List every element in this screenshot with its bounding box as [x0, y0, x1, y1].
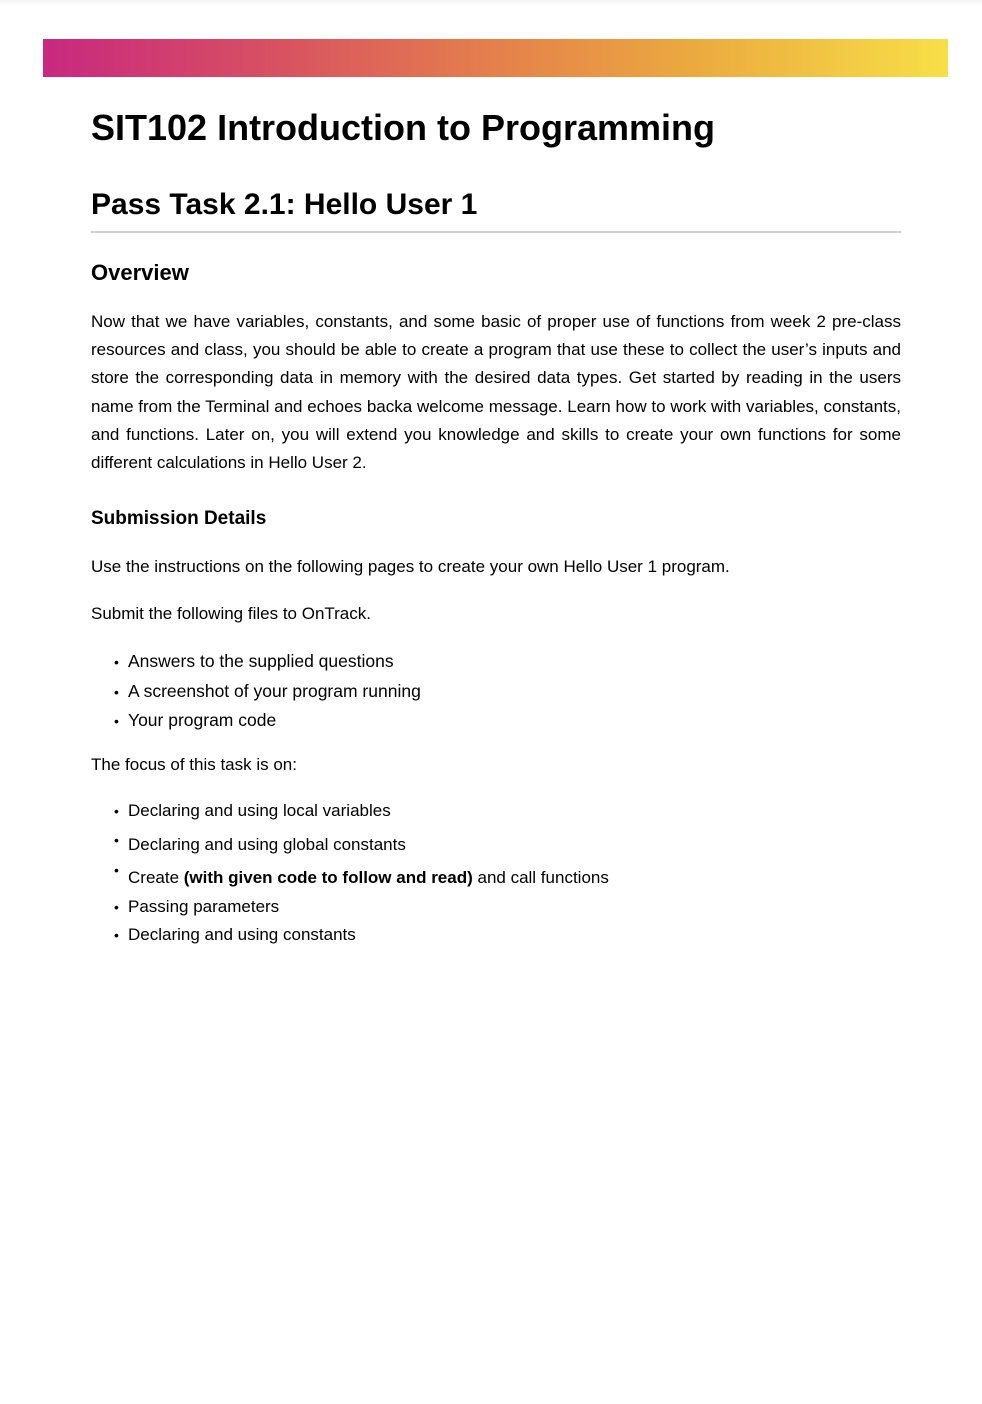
- course-title: SIT102 Introduction to Programming: [91, 107, 716, 148]
- list-item-text: Your program code: [128, 710, 277, 730]
- overview-heading: Overview: [91, 260, 189, 285]
- list-item-text: Declaring and using local variables: [128, 801, 391, 820]
- submission-details-heading: Submission Details: [91, 508, 267, 529]
- title-divider: [91, 231, 901, 233]
- list-item: [114, 862, 609, 889]
- overview-paragraph: Now that we have variables, constants, and some basic of proper use of functions from week 2 pre-class resources and class, you should be able to create a program that use these to collect the user’s inputs and store the corresponding data in memory with the desired data types. Get started by reading in the users name from the Terminal and echoes backa welcome message. Learn how to work with variables, constants, and functions. Later on, you will extend you knowledge and skills to create your own functions for some different calculations in Hello User 2.: [91, 312, 901, 473]
- page-top-shade: [0, 0, 982, 6]
- list-item: [114, 650, 394, 673]
- bullet-icon: •: [114, 832, 119, 848]
- list-item-bold-text: (with given code to follow and read): [183, 868, 473, 887]
- list-item: [114, 800, 391, 822]
- bullet-icon: •: [114, 684, 119, 700]
- list-item-text: A screenshot of your program running: [128, 681, 421, 701]
- bullet-icon: •: [114, 654, 119, 670]
- task-title: Pass Task 2.1: Hello User 1: [91, 188, 478, 221]
- submission-instructions: Use the instructions on the following pages to create your own Hello User 1 program.: [91, 557, 730, 576]
- bullet-icon: •: [114, 713, 119, 729]
- submit-files-intro: Submit the following files to OnTrack.: [91, 604, 371, 623]
- list-item: [114, 924, 356, 946]
- list-item: [114, 680, 421, 703]
- bullet-icon: •: [114, 803, 119, 819]
- list-item-prefix: Create: [128, 868, 184, 887]
- focus-intro: The focus of this task is on:: [91, 755, 297, 774]
- list-item-suffix: and call functions: [472, 868, 609, 887]
- bullet-icon: •: [114, 927, 119, 943]
- list-item: [114, 896, 279, 918]
- list-item-text: Declaring and using global constants: [128, 835, 406, 854]
- list-item: [114, 834, 406, 856]
- list-item-text: Declaring and using constants: [128, 925, 356, 944]
- list-item-text: Passing parameters: [128, 897, 280, 916]
- bullet-icon: •: [114, 899, 119, 915]
- header-gradient-banner: [43, 39, 948, 77]
- list-item: [114, 709, 276, 732]
- list-item-text: Answers to the supplied questions: [128, 651, 394, 671]
- bullet-icon: •: [114, 862, 119, 878]
